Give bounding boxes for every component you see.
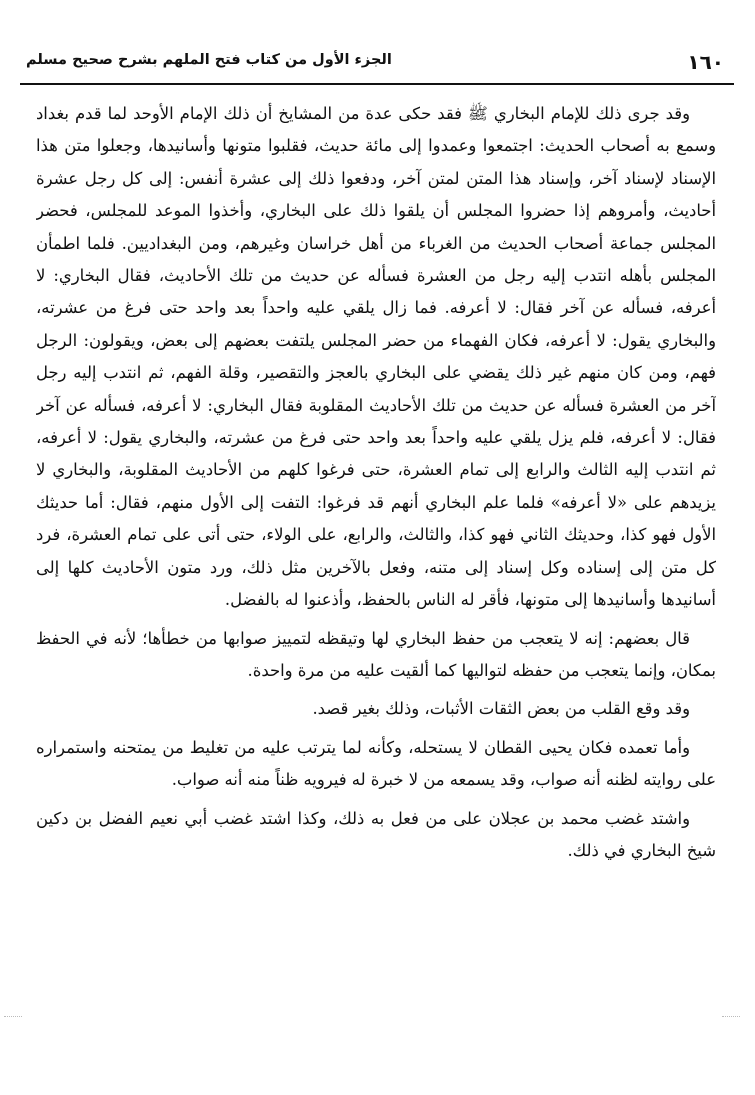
paragraph-bukhari-story: وقد جرى ذلك للإمام البخاري ﷺ فقد حكى عدة من المشايخ أن ذلك الإمام الأوحد لما قدم بغداد وسمع به أصحاب الحديث: اجتمعوا وعمدوا إلى مائة حديث، فقلبوا متونها وأسانيدها، وجعلوا متن هذا الإسناد لإسناد آخر، وإسناد هذا المتن لمتن آخر، ودفعوا ذلك إلى عشرة أنفس: إلى كل رجل عشرة أحاديث، وأمروهم إذا حضروا المجلس أن يلقوا ذلك على البخاري، وأخذوا الموعد للمجلس، فحضر المجلس جماعة أصحاب الحديث من الغرباء من أهل خراسان وغيرهم، ومن البغداديين. فلما اطمأن المجلس بأهله انتدب إليه رجل من العشرة فسأله عن حديث من تلك الأحاديث، فقال البخاري: لا أعرفه، فسأله عن آخر فقال: لا أعرفه. فما زال يلقي عليه واحداً بعد واحد حتى فرغ من عشرته، والبخاري يقول: لا أعرفه، فكان الفهماء من حضر المجلس يلتفت بعضهم إلى بعض، ويقولون: الرجل فهم، ومن كان منهم غير ذلك يقضي على البخاري بالعجز والتقصير، وقلة الفهم، ثم انتدب إليه رجل آخر من العشرة فسأله عن حديث من تلك الأحاديث المقلوبة فقال البخاري: لا أعرفه، فسأله عن آخر فقال: لا أعرفه، فلم يزل يلقي عليه واحداً بعد واحد حتى فرغ من عشرته، والبخاري يقول: لا أعرفه، ثم انتدب إليه الثالث والرابع إلى تمام العشرة، حتى فرغوا كلهم من الأحاديث المقلوبة، والبخاري لا يزيدهم على «لا أعرفه» فلما علم البخاري أنهم قد فرغوا: التفت إلى الأول منهم، فقال: أما حديثك الأول فهو كذا، وحديثك الثاني فهو كذا، والثالث، والرابع، على الولاء، حتى أتى على تمام العشرة، فرد كل متن إلى إسناده وكل إسناد إلى متنه، وفعل بالآخرين مثل ذلك، ورد متون الأحاديث كلها إلى أسانيدها وأسانيدها إلى متونها، فأقر له الناس بالحفظ، وأذعنوا له بالفضل. (36, 104, 716, 610)
paragraph-anger-of-scholars: واشتد غضب محمد بن عجلان على من فعل به ذلك، وكذا اشتد غضب أبي نعيم الفضل بن دكين شيخ البخاري في ذلك. (36, 808, 716, 860)
paragraph-deliberate-inversion: وأما تعمده فكان يحيى القطان لا يستحله، وكأنه لما يترتب عليه من تغليط من يمتحنه واستمراره على روايته لظنه أنه صواب، وقد يسمعه من لا خبرة له فيرويه ظناً منه أنه صواب. (36, 737, 716, 790)
header-divider (20, 83, 734, 85)
running-title: الجزء الأول من كتاب فتح الملهم بشرح صحيح مسلم (26, 52, 392, 68)
paragraph-some-said: قال بعضهم: إنه لا يتعجب من حفظ البخاري لها وتيقظه لتمييز صوابها من خطأها؛ لأنه في الحفظ بمكان، وإنما يتعجب من حفظه لتواليها كما ألقيت عليه من مرة واحدة. (36, 628, 716, 680)
page-body (36, 98, 716, 1078)
page-header (20, 46, 730, 82)
margin-mark-right (722, 1016, 740, 1017)
page-number: ١٦٠ (687, 50, 724, 74)
paragraph-inversion-by-trusted: وقد وقع القلب من بعض الثقات الأثبات، وذلك بغير قصد. (312, 699, 690, 719)
margin-mark-left (4, 1016, 22, 1017)
